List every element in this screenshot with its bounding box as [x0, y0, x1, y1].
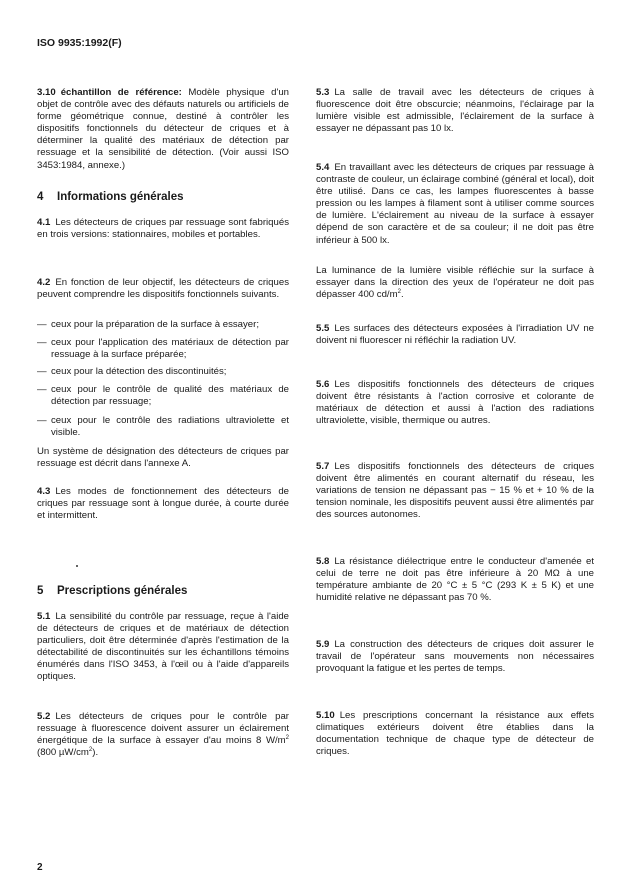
clause-number: 5.10 — [316, 710, 335, 721]
clause-5-5 — [316, 323, 594, 347]
clause-5-8 — [316, 556, 594, 604]
clause-text: La luminance de la lumière visible réfléchie sur la surface à essayer dans la direction des yeux de l'opérateur ne doit pas dépasser 400 cd/m — [316, 265, 594, 301]
clause-text: Les prescriptions concernant la résistance aux effets climatiques extérieurs doivent être établies dans la documentation technique de chaque type de détecteur de criques. — [316, 710, 594, 758]
clause-5-6 — [316, 379, 594, 427]
list-item — [37, 384, 289, 408]
list-item — [37, 366, 289, 378]
clause-number: 3.10 — [37, 87, 56, 98]
clause-5-4 — [316, 162, 594, 247]
clause-5-7 — [316, 461, 594, 521]
clause-text: ). — [92, 747, 99, 759]
dash-bullet: — — [37, 415, 47, 426]
clause-text: Les dispositifs fonctionnels des détecteurs de criques doivent être résistants à l'action corrosive et colorante de matériaux de détection et aussi à l'action des radiations ultraviolette, visible, thermique ou autres. — [316, 379, 594, 427]
list-item-text: ceux pour le contrôle de qualité des matériaux de détection par ressuage; — [51, 384, 289, 408]
list-item — [37, 319, 289, 331]
clause-text: En travaillant avec les détecteurs de criques par ressuage à contraste de couleur, un éclairage combiné (général et local), doit être utilisé. Dans ce cas, les lampes fluorescentes à basse pression ou les lampes à filament sont à utiliser comme sources de lumière. L'éclairement au niveau de la surface à essayer dépend de son caractère et de sa couleur; il ne doit pas être inférieur à 500 lx. — [316, 162, 594, 246]
page-number: 2 — [37, 862, 43, 873]
clause-text: La résistance diélectrique entre le conducteur d'amenée et celui de terre ne doit pas être inférieure à 20 MΩ à une température ambiante de 20 °C ± 5 °C (293 K ± 5 K) et une humidité relative ne dépassant pas 70 %. — [316, 556, 594, 604]
clause-number: 5.1 — [37, 611, 51, 622]
clause-text: Les détecteurs de criques pour le contrôle par ressuage à fluorescence doivent assurer un éclairement énergétique de la surface à essayer d'au moins 8 W/m — [37, 711, 289, 747]
section-title: Prescriptions générales — [57, 585, 188, 597]
dash-bullet: — — [37, 366, 47, 377]
clause-text: Modèle physique d'un objet de contrôle avec des défauts naturels ou artificiels de forme géométrique connue, destiné à contrôler les dispositifs fonctionnels du détecteur de criques et à déterminer la qualité des matériaux de détection par ressuage et la sensibilité de détection. (Voir aussi ISO 3453:1984, annexe.) — [37, 87, 290, 171]
clause-5-4-luminance — [316, 265, 594, 301]
clause-text: Les dispositifs fonctionnels des détecteurs de criques doivent être alimentés en courant alternatif du réseau, les variations de tension ne dépassant pas − 15 % et + 10 % de la tension nominale, les dispositifs peuvent aussi être alimentés par des sources autonomes. — [316, 461, 594, 521]
clause-5-2 — [37, 711, 289, 759]
clause-5-1 — [37, 611, 289, 684]
clause-text: Les détecteurs de criques par ressuage sont fabriqués en trois versions: stationnaires, mobiles et portables. — [37, 217, 289, 241]
superscript: 2 — [88, 747, 93, 754]
clause-3-10 — [37, 87, 289, 172]
section-heading-4 — [37, 191, 184, 203]
clause-text: La construction des détecteurs de criques doit assurer le travail de l'opérateur sans mouvements non nécessaires provoquant la fatigue et les pertes de temps. — [316, 639, 594, 675]
clause-5-9 — [316, 639, 594, 675]
clause-number: 5.3 — [316, 87, 330, 98]
dash-bullet: — — [37, 319, 47, 330]
list-item — [37, 415, 289, 439]
clause-number: 5.8 — [316, 556, 330, 567]
section-number: 4 — [37, 191, 44, 203]
clause-number: 5.7 — [316, 461, 330, 472]
clause-text: Les modes de fonctionnement des détecteurs de criques par ressuage sont à longue durée, à courte durée et intermittent. — [37, 486, 289, 522]
clause-number: 5.4 — [316, 162, 330, 173]
list-item — [37, 337, 289, 361]
superscript: 2 — [285, 735, 289, 741]
section-number: 5 — [37, 585, 44, 597]
clause-number: 4.3 — [37, 486, 51, 497]
clause-5-10 — [316, 710, 594, 758]
clause-text: (800 µW/cm — [37, 747, 89, 759]
section-heading-5 — [37, 585, 187, 597]
list-item-text: ceux pour l'application des matériaux de détection par ressuage à la surface préparée; — [51, 337, 289, 361]
clause-4-1 — [37, 217, 289, 241]
clause-number: 4.1 — [37, 217, 51, 228]
clause-text: En fonction de leur objectif, les détecteurs de criques peuvent comprendre les dispositifs fonctionnels suivants. — [37, 277, 289, 301]
dash-bullet: — — [37, 337, 47, 348]
list-item-text: ceux pour le contrôle des radiations ultraviolette et visible. — [51, 415, 289, 439]
clause-text: La salle de travail avec les détecteurs de criques à fluorescence doit être obscurcie; néanmoins, l'éclairage par la lumière visible est admissible, l'éclairement de la surface à essayer ne dépassant pas 10 lx. — [316, 87, 594, 135]
clause-4-2-note: Un système de désignation des détecteurs de criques par ressuage est décrit dans l'annexe A. — [37, 446, 289, 470]
clause-number: 5.5 — [316, 323, 330, 334]
clause-number: 5.9 — [316, 639, 330, 650]
stray-mark — [76, 565, 78, 567]
clause-5-3 — [316, 87, 594, 135]
document-header: ISO 9935:1992(F) — [37, 37, 122, 49]
clause-number: 5.2 — [37, 711, 51, 722]
term: échantillon de référence: — [60, 87, 182, 98]
clause-4-3 — [37, 486, 289, 522]
clause-number: 5.6 — [316, 379, 330, 390]
list-item-text: ceux pour la détection des discontinuités; — [51, 366, 227, 377]
clause-text: La sensibilité du contrôle par ressuage, reçue à l'aide de détecteurs de criques et de matériaux de détection particuliers, doit être déterminée d'après l'estimation de la détectabilité de discontinuités sur les échantillons témoins énumérés dans l'ISO 3453, à l'œil ou à l'aide d'appareils optiques. — [37, 611, 289, 683]
superscript: 2 — [397, 289, 401, 295]
clause-4-2 — [37, 277, 289, 301]
section-title: Informations générales — [57, 191, 184, 203]
dash-bullet: — — [37, 384, 47, 395]
clause-text: Les surfaces des détecteurs exposées à l'irradiation UV ne doivent ni fluorescer ni réfléchir la radiation UV. — [316, 323, 594, 347]
list-item-text: ceux pour la préparation de la surface à essayer; — [51, 319, 259, 330]
clause-text: . — [400, 289, 404, 301]
clause-number: 4.2 — [37, 277, 51, 288]
